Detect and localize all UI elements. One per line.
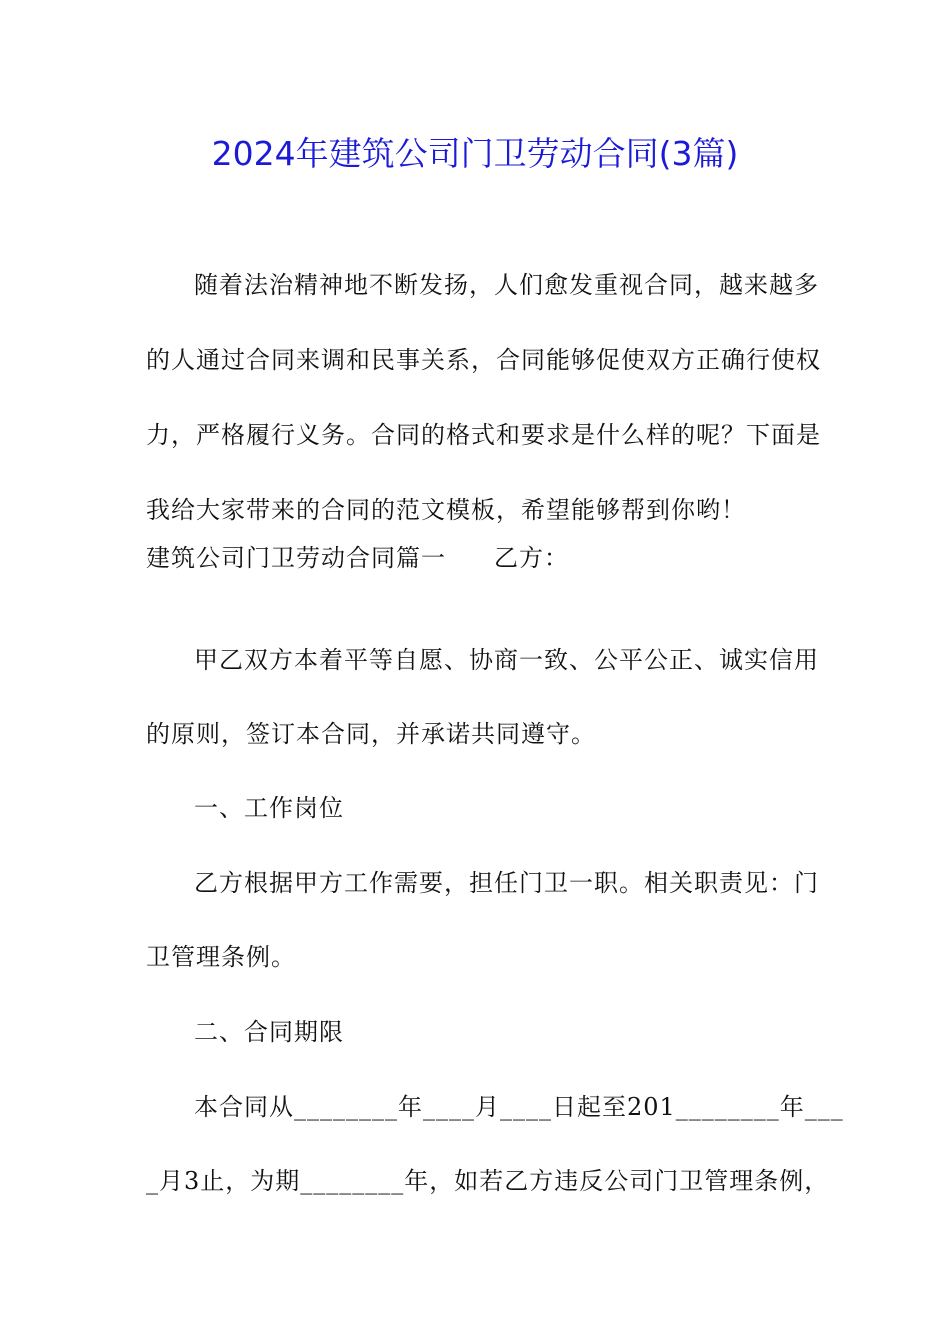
paragraph-line: 我给大家带来的合同的范文模板，希望能够帮到你哟！ bbox=[146, 496, 746, 524]
paragraph-line: 随着法治精神地不断发扬，人们愈发重视合同，越来越多 bbox=[194, 271, 819, 299]
paragraph-line: 甲乙双方本着平等自愿、协商一致、公平公正、诚实信用 bbox=[194, 646, 819, 674]
paragraph-line: 的原则，签订本合同，并承诺共同遵守。 bbox=[146, 720, 596, 748]
paragraph-line: 卫管理条例。 bbox=[146, 943, 296, 971]
section-heading: 建筑公司门卫劳动合同篇一 bbox=[146, 544, 446, 572]
paragraph-line: 的人通过合同来调和民事关系，合同能够促使双方正确行使权 bbox=[146, 346, 821, 374]
paragraph-line: _月3止，为期________年，如若乙方违反公司门卫管理条例， bbox=[146, 1167, 830, 1195]
paragraph-line: 乙方根据甲方工作需要，担任门卫一职。相关职责见：门 bbox=[194, 869, 819, 897]
document-title: 2024年建筑公司门卫劳动合同(3篇) bbox=[211, 134, 739, 173]
clause-heading: 一、工作岗位 bbox=[194, 794, 344, 822]
paragraph-line: 本合同从________年____月____日起至201________年___ bbox=[194, 1093, 844, 1121]
section-heading-line bbox=[146, 543, 569, 573]
party-b-label: 乙方： bbox=[494, 544, 569, 572]
paragraph-line: 力，严格履行义务。合同的格式和要求是什么样的呢？下面是 bbox=[146, 421, 821, 449]
clause-heading: 二、合同期限 bbox=[194, 1018, 344, 1046]
